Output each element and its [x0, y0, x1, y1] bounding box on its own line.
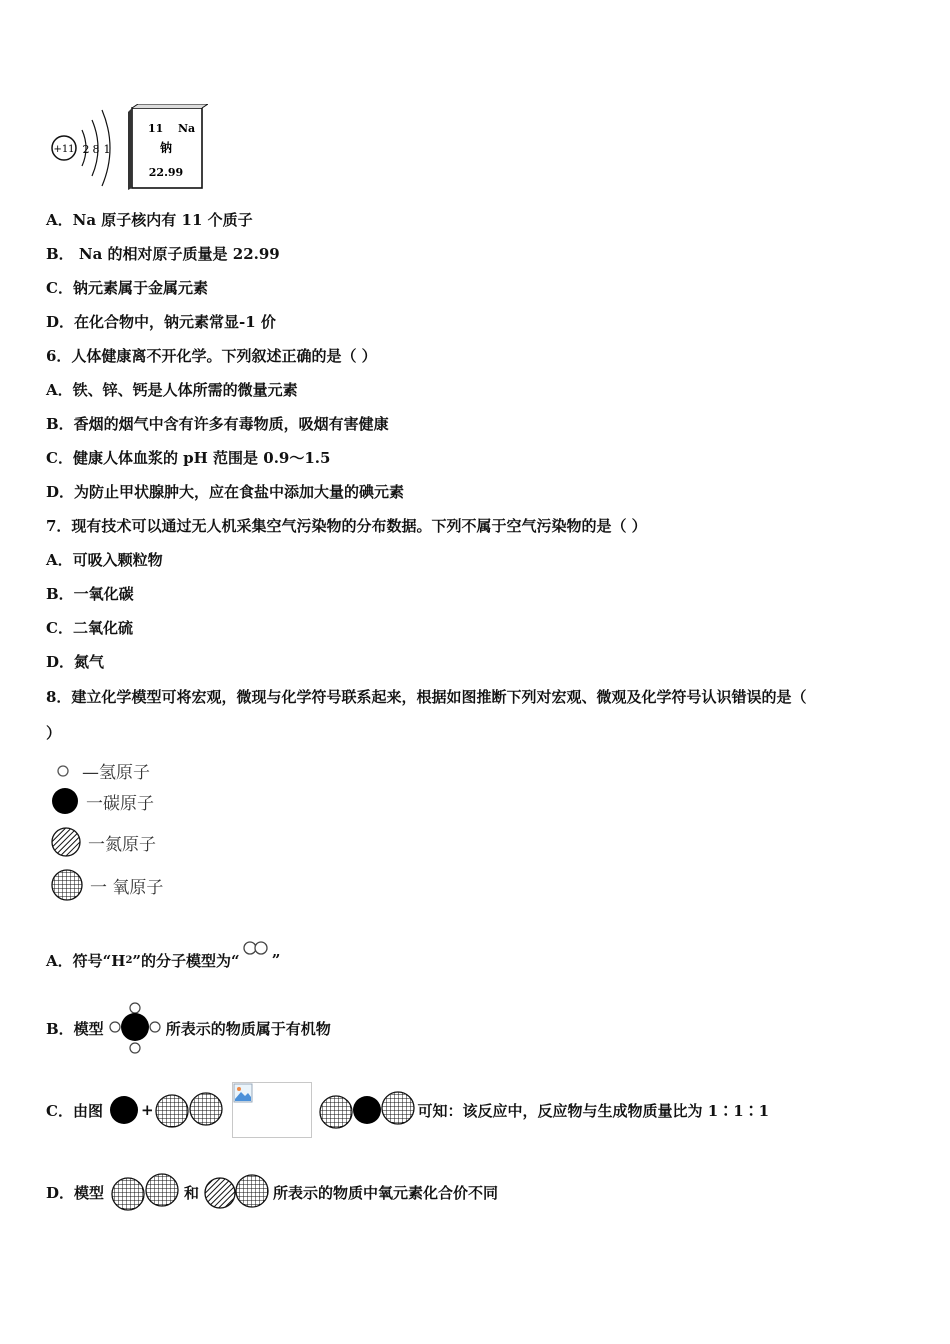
shell-2-count: 8	[92, 143, 100, 156]
legend-hydrogen-label: —氢原子	[82, 763, 150, 783]
q8-option-a-prefix: A．符号“H	[46, 951, 126, 970]
q8-option-c-prefix: C．由图	[46, 1101, 103, 1120]
q8-option-b	[46, 1000, 331, 1056]
q8-option-c	[46, 1080, 769, 1140]
element-name: 钠	[159, 141, 173, 155]
q8-option-d-mid: 和	[184, 1183, 200, 1202]
q8-stem-line1: 8．建立化学模型可将宏观，微现与化学符号联系起来，根据如图推断下列对宏观、微观及化学符号认识错误的是（	[46, 688, 807, 706]
carbon-atom-icon	[50, 786, 80, 816]
q8-option-a	[46, 940, 280, 980]
co2-molecule-icon	[318, 1090, 418, 1130]
q8-stem-line2: ）	[46, 724, 62, 742]
q6-option-a: A．铁、锌、钙是人体所需的微量元素	[46, 381, 298, 399]
nucleus-label: +11	[53, 144, 75, 155]
q8-option-a-mid: ”的分子模型为“	[132, 951, 240, 970]
hydrogen-atom-icon	[50, 760, 76, 782]
q8-option-d-suffix: 所表示的物质中氧元素化合价不同	[273, 1183, 499, 1202]
carbon-atom-reactant-icon	[107, 1093, 141, 1127]
q8-option-a-subscript: 2	[125, 954, 133, 966]
legend-oxygen-label: 一 氧原子	[90, 877, 164, 898]
atomic-mass: 22.99	[148, 166, 184, 179]
sodium-figure	[48, 104, 208, 194]
q7-option-d: D．氮气	[46, 653, 105, 671]
h2-molecule-icon	[240, 936, 272, 966]
sodium-atom-diagram	[48, 104, 208, 194]
q6-stem: 6．人体健康离不开化学。下列叙述正确的是（ ）	[46, 347, 377, 365]
plus-sign: +	[140, 1101, 154, 1119]
q6-option-d: D．为防止甲状腺肿大，应在食盐中添加大量的碘元素	[46, 483, 405, 501]
q8-option-d	[46, 1170, 498, 1214]
q6-option-b: B．香烟的烟气中含有许多有毒物质，吸烟有害健康	[46, 415, 389, 433]
legend-nitrogen	[50, 826, 156, 858]
q5-option-c: C．钠元素属于金属元素	[46, 279, 208, 297]
q8-option-c-suffix: 可知：该反应中，反应物与生成物质量比为 1∶1∶1	[417, 1101, 770, 1120]
no-molecule-model-icon	[203, 1172, 273, 1212]
legend-nitrogen-label: 一氮原子	[88, 834, 156, 855]
nitrogen-atom-icon	[50, 826, 82, 858]
oxygen-atom-icon	[50, 868, 84, 902]
q5-option-d: D．在化合物中，钠元素常显-1 价	[46, 313, 276, 331]
q7-stem: 7．现有技术可以通过无人机采集空气污染物的分布数据。下列不属于空气污染物的是（ ）	[46, 517, 647, 535]
element-symbol: Na	[178, 122, 196, 135]
q8-option-b-prefix: B．模型	[46, 1019, 104, 1038]
shell-3-count: 1	[103, 143, 111, 156]
broken-image-icon	[233, 1083, 253, 1103]
legend-oxygen	[50, 868, 163, 902]
shell-1-count: 2	[82, 143, 90, 156]
q8-option-b-suffix: 所表示的物质属于有机物	[165, 1019, 331, 1038]
o2-molecule-model-icon	[110, 1172, 184, 1212]
q8-option-d-prefix: D．模型	[46, 1183, 105, 1202]
legend-carbon	[50, 786, 154, 816]
legend-hydrogen	[50, 758, 150, 783]
reaction-arrow-image-placeholder	[232, 1082, 312, 1138]
q7-option-c: C．二氧化硫	[46, 619, 133, 637]
q5-option-a: A．Na 原子核内有 11 个质子	[46, 211, 253, 229]
q8-option-a-suffix: ”	[271, 951, 281, 969]
q7-option-a: A．可吸入颗粒物	[46, 551, 163, 569]
q6-option-c: C．健康人体血浆的 pH 范围是 0.9～1.5	[46, 449, 331, 467]
q7-option-b: B．一氧化碳	[46, 585, 134, 603]
legend-carbon-label: 一碳原子	[86, 793, 154, 814]
methane-molecule-icon	[106, 1000, 164, 1056]
o2-molecule-icon	[154, 1090, 228, 1130]
atomic-number: 11	[148, 122, 164, 135]
q5-option-b: B． Na 的相对原子质量是 22.99	[46, 245, 280, 263]
